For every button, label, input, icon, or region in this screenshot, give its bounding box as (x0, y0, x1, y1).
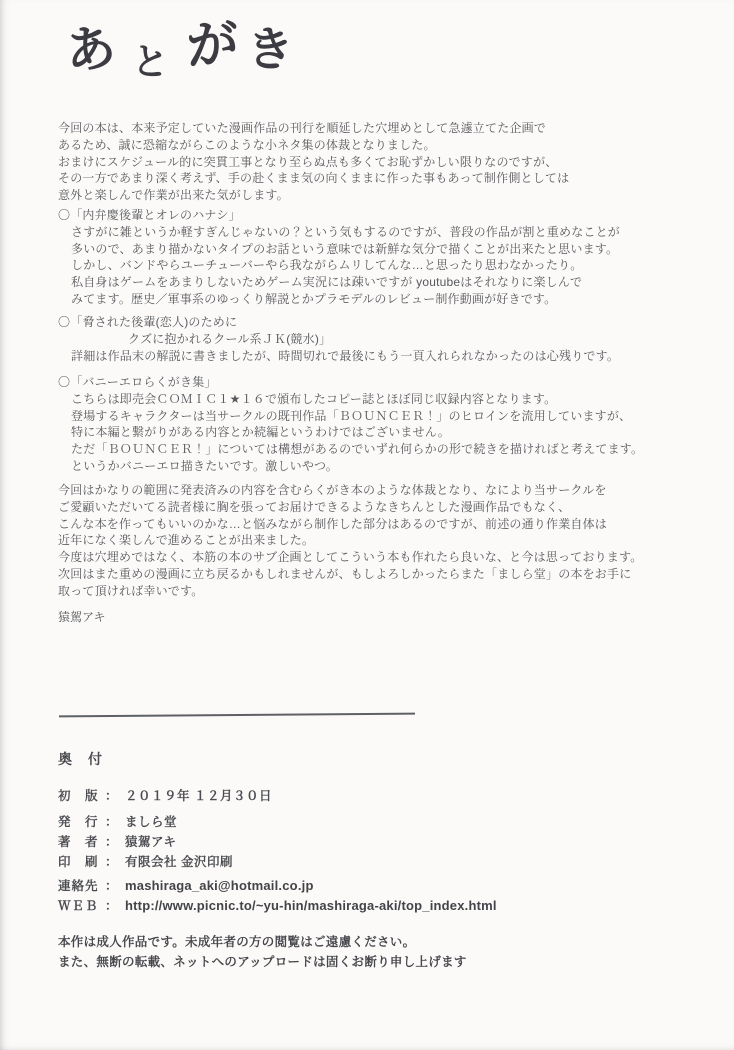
intro-paragraph (58, 120, 698, 204)
closing-paragraph (58, 482, 698, 600)
colophon-row-publisher (58, 812, 177, 830)
colophon-separator: ： (105, 855, 118, 869)
text-line: 次回はまた重めの漫画に立ち戻るかもしれませんが、もしよろしかったらまた「ましら堂」の本をお手に (58, 566, 632, 581)
title-char: と (130, 40, 170, 84)
adult-content-warning: 本作は成人作品です。未成年者の方の閲覧はご遠慮ください。 (58, 935, 416, 949)
text-line: あるため、誠に恐縮ながらこのような小ネタ集の体裁となりました。 (58, 137, 436, 152)
text-line: ご愛顧いただいてる読者様に胸を張ってお届けできるようなきちんとした漫画作品でもなく、 (58, 499, 571, 514)
text-line: 取って頂ければ幸いです。 (58, 583, 204, 598)
colophon-label: 印 刷 (58, 855, 99, 869)
text-line: 近年になく楽しんで進めることが出来ました。 (58, 533, 315, 548)
colophon-row-first-edition (58, 786, 272, 804)
colophon-separator: ： (105, 879, 118, 893)
title-char: き (246, 22, 295, 76)
colophon-row-author (58, 832, 177, 850)
colophon-label: 発 行 (58, 815, 99, 829)
colophon-value: 猿駕アキ (125, 835, 177, 849)
text-line: 今回の本は、本来予定していた漫画作品の刊行を順延した穴埋めとして急遽立てた企画で (58, 121, 547, 135)
colophon-separator: ： (105, 899, 118, 913)
text-line: 登場するキャラクターは当サークルの既刊作品「ＢＯＵＮＣＥＲ！」のヒロインを流用していますが、 (71, 408, 632, 423)
website-url: http://www.picnic.to/~yu-hin/mashiraga-aki/top_index.html (125, 898, 497, 913)
text-line: こんな本を作ってもいいのかな…と悩みながら制作した部分はあるのですが、前述の通り作業自体は (58, 516, 608, 531)
text-line: さすがに雑というか軽すぎんじゃないの？という気もするのですが、普段の作品が割と重めなことが (71, 224, 621, 239)
contact-label: 連絡先 (58, 879, 99, 893)
section-bunny-ero (58, 374, 698, 475)
contact-label: ＷＥＢ (58, 899, 99, 913)
text-line: 詳細は作品末の解説に書きましたが、時間切れで最後にもう一頁入れられなかったのは心残りです。 (71, 348, 620, 363)
colophon-separator: ： (105, 835, 118, 849)
colophon-row-printer (58, 852, 233, 870)
section-odosareta-kouhai (58, 314, 698, 364)
no-reupload-warning: また、無断の転載、ネットへのアップロードは固くお断り申し上げます (58, 955, 467, 969)
text-line: こちらは即売会ＣＯＭＩＣ１★１６で頒布したコピー誌とほぼ同じ収録内容となります。 (71, 391, 557, 406)
text-line: みてます。歴史／軍事系のゆっくり解説とかプラモデルのレビュー制作動画が好きです。 (71, 291, 557, 306)
text-line: というかバニーエロ描きたいです。激しいやつ。 (71, 458, 338, 473)
text-line: 特に本編と繋がりがある内容とか続編というわけではございません。 (71, 425, 450, 440)
contact-row-email (58, 876, 314, 894)
title-char: が (184, 14, 241, 77)
email-address: mashiraga_aki@hotmail.co.jp (125, 878, 314, 893)
section-heading-continued: クズに抱かれるクール系ＪＫ(競水)」 (128, 331, 332, 346)
section-heading: 〇「脅された後輩(恋人)のために (58, 315, 238, 329)
section-heading: 〇「バニーエロらくがき集」 (58, 375, 217, 389)
horizontal-divider (59, 713, 415, 718)
page-title (62, 14, 295, 114)
contact-row-web (58, 896, 497, 914)
text-line: 今度は穴埋めではなく、本筋の本のサブ企画としてこういう本も作れたら良いな、と今は思っております。 (58, 550, 643, 565)
text-line: しかし、バンドやらユーチューバーやら我ながらムリしてんな…と思ったり思わなかったり。 (71, 258, 583, 273)
colophon-value: ましら堂 (125, 815, 178, 829)
section-uchibenkei (58, 207, 698, 308)
text-line: その一方であまり深く考えず、手の赴くまま気の向くままに作った事もあって制作側としては (58, 171, 570, 186)
colophon-separator: ： (105, 815, 118, 829)
text-line: ただ「ＢＯＵＮＣＥＲ！」については構想があるのでいずれ何らかの形で続きを描ければと考えてます。 (71, 442, 644, 457)
text-line: 意外と楽しんで作業が出来た気がします。 (58, 188, 289, 203)
colophon-label: 初 版 (58, 789, 99, 803)
colophon-value: 有限会社 金沢印刷 (125, 855, 233, 869)
text-line: 多いので、あまり描かないタイプのお話という意味では新鮮な気分で描くことが出来たと思います。 (71, 241, 619, 256)
colophon-separator: ： (105, 789, 118, 803)
text-line: 今回はかなりの範囲に発表済みの内容を含むらくがき本のような体裁となり、なにより当サークルを (58, 483, 607, 497)
colophon-value: ２０１９年 １２月３０日 (125, 789, 272, 803)
text-line: おまけにスケジュール的に突貫工事となり至らぬ点も多くてお恥ずかしい限りなのですが、 (58, 154, 558, 169)
colophon-heading: 奥 付 (58, 751, 103, 767)
author-signature: 猿駕アキ (58, 610, 106, 624)
section-heading: 〇「内弁慶後輩とオレのハナシ」 (58, 208, 241, 222)
title-char: あ (62, 19, 119, 81)
text-line: 私自身はゲームをあまりしないためゲーム実況には疎いですが youtubeはそれなりに楽しんで (71, 275, 583, 290)
colophon-label: 著 者 (58, 835, 99, 849)
